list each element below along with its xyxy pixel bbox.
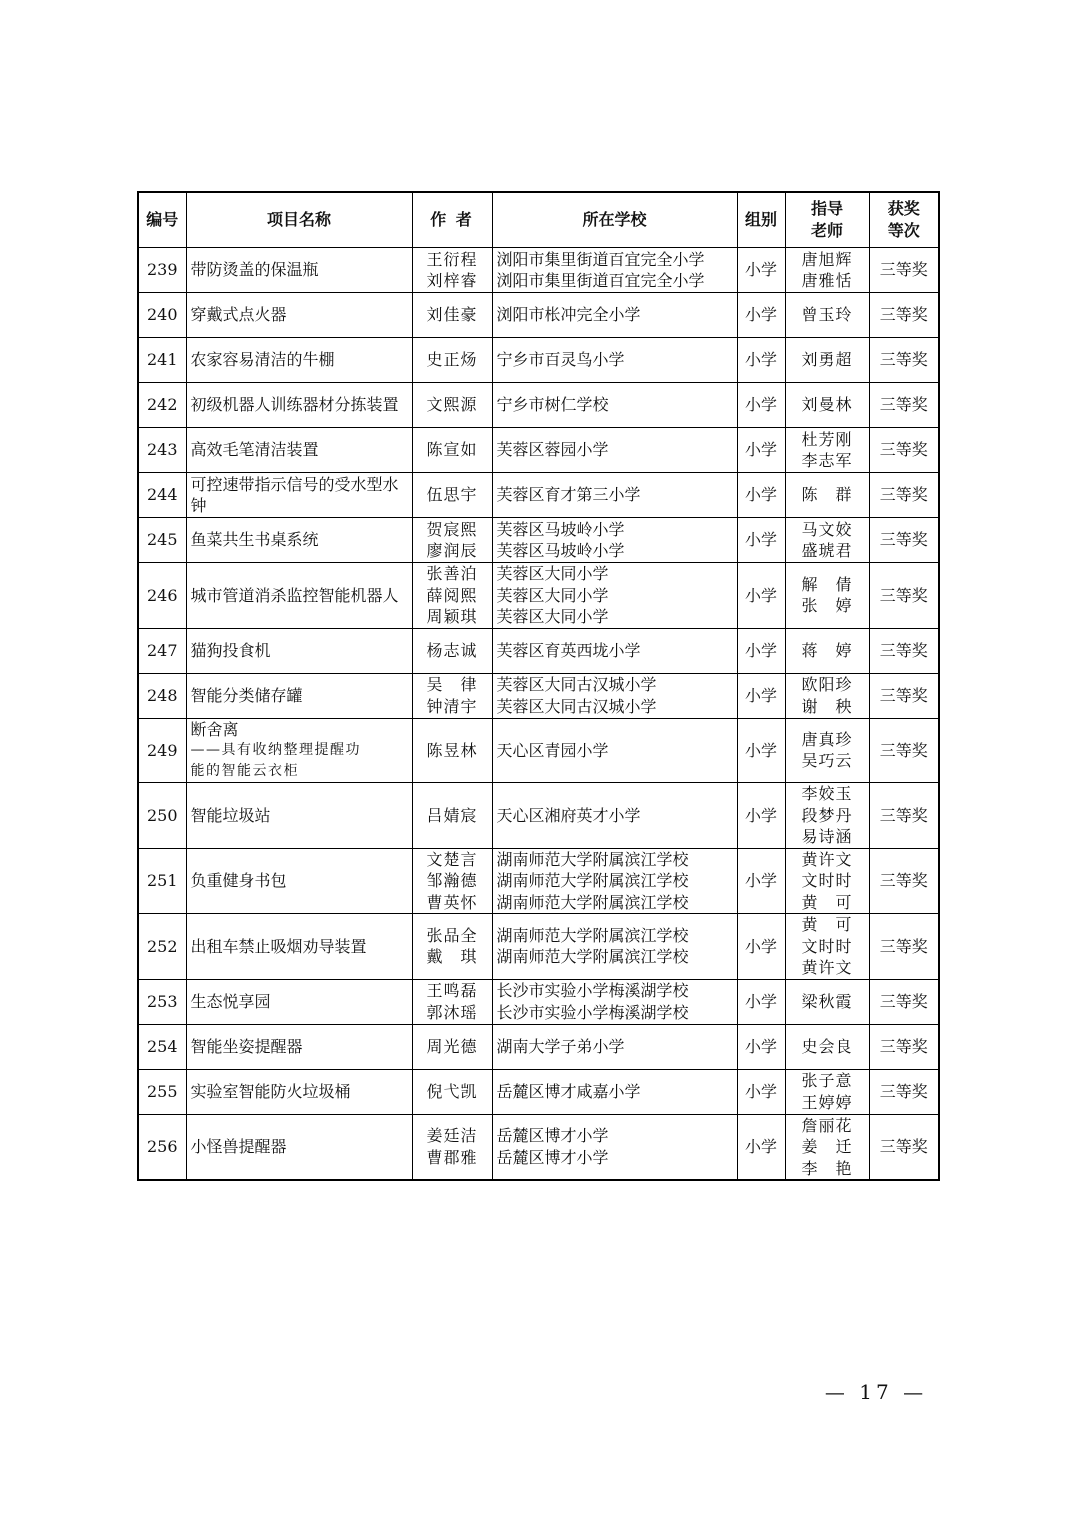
row-title-line: 生态悦享园 (190, 991, 271, 1011)
header-teacher (785, 192, 869, 248)
row-id: 243 (138, 428, 186, 473)
row-teachers-line: 李姣玉 (801, 784, 853, 803)
row-title (186, 248, 412, 293)
row-schools-line: 湖南大学子弟小学 (496, 1036, 625, 1056)
row-authors-line: 王衍程 (426, 249, 478, 269)
row-id: 247 (138, 628, 186, 673)
row-schools-line: 岳麓区博才小学 (496, 1126, 609, 1146)
row-teachers (785, 1024, 869, 1069)
row-schools-line: 浏阳市集里街道百宜完全小学 (496, 271, 705, 290)
row-schools (492, 914, 737, 980)
row-award: 三等奖 (869, 1069, 939, 1114)
row-title-line: 智能分类储存罐 (190, 685, 303, 705)
row-title (186, 783, 412, 849)
row-award: 三等奖 (869, 979, 939, 1024)
row-schools (492, 293, 737, 338)
row-teachers (785, 979, 869, 1024)
row-title-line: 可控速带指示信号的受水型水钟 (190, 474, 399, 515)
row-teachers-line: 蒋 婷 (801, 640, 853, 660)
row-schools-line: 湖南师范大学附属滨江学校 (496, 947, 689, 967)
row-title (186, 914, 412, 980)
row-teachers-line: 黄许文 (801, 958, 853, 977)
row-group: 小学 (737, 628, 785, 673)
row-title (186, 293, 412, 338)
row-group: 小学 (737, 914, 785, 980)
row-authors (412, 518, 492, 563)
row-teachers-line: 黄 可 (801, 915, 853, 934)
row-schools-line: 芙蓉区育才第三小学 (496, 485, 641, 505)
table-row (138, 848, 939, 914)
row-group: 小学 (737, 293, 785, 338)
header-award (869, 192, 939, 248)
row-schools-line: 浏阳市枨冲完全小学 (496, 305, 641, 325)
row-award: 三等奖 (869, 338, 939, 383)
row-schools-line: 长沙市实验小学梅溪湖学校 (496, 981, 689, 1000)
row-teachers (785, 563, 869, 629)
header-title: 项目名称 (186, 192, 412, 248)
row-authors-line: 张善泊 (426, 564, 478, 583)
row-schools (492, 248, 737, 293)
row-authors (412, 673, 492, 718)
row-schools (492, 628, 737, 673)
row-id: 256 (138, 1114, 186, 1180)
row-award: 三等奖 (869, 518, 939, 563)
row-award: 三等奖 (869, 628, 939, 673)
row-teachers-line: 张 婷 (801, 596, 853, 616)
row-teachers-line: 马文姣 (801, 519, 853, 539)
row-teachers-line: 曾玉玲 (801, 305, 853, 325)
row-teachers (785, 1114, 869, 1180)
row-authors-line: 周光德 (426, 1036, 478, 1056)
row-id: 253 (138, 979, 186, 1024)
row-authors-line: 邹瀚德 (426, 871, 478, 890)
row-teachers-line: 解 倩 (801, 574, 853, 594)
row-id: 244 (138, 473, 186, 518)
row-id: 246 (138, 563, 186, 629)
row-title-line: 穿戴式点火器 (190, 305, 287, 325)
row-id: 250 (138, 783, 186, 849)
row-id: 255 (138, 1069, 186, 1114)
row-authors (412, 563, 492, 629)
row-authors-line: 张品全 (426, 925, 478, 945)
row-teachers-line: 谢 秧 (801, 696, 853, 716)
row-award: 三等奖 (869, 293, 939, 338)
table-row (138, 914, 939, 980)
table-row (138, 338, 939, 383)
row-title (186, 518, 412, 563)
row-teachers (785, 673, 869, 718)
row-title-line: 高效毛笔清洁装置 (190, 440, 319, 460)
row-subtitle-line: ——具有收纳整理提醒功 (190, 742, 361, 758)
row-teachers (785, 628, 869, 673)
row-id: 242 (138, 383, 186, 428)
row-schools-line: 长沙市实验小学梅溪湖学校 (496, 1002, 689, 1022)
row-title (186, 848, 412, 914)
row-authors-line: 陈宣如 (426, 440, 478, 460)
table-row (138, 293, 939, 338)
row-authors-line: 曹英怀 (426, 892, 478, 912)
row-authors (412, 1024, 492, 1069)
row-id: 239 (138, 248, 186, 293)
row-group: 小学 (737, 338, 785, 383)
row-schools-line: 天心区湘府英才小学 (496, 805, 641, 825)
row-teachers (785, 473, 869, 518)
row-award: 三等奖 (869, 428, 939, 473)
row-id: 248 (138, 673, 186, 718)
row-schools-line: 芙蓉区大同小学 (496, 607, 609, 626)
row-schools (492, 1069, 737, 1114)
row-schools-line: 芙蓉区大同小学 (496, 585, 609, 605)
row-teachers-line: 唐真珍 (801, 729, 853, 749)
row-id: 252 (138, 914, 186, 980)
table-row (138, 428, 939, 473)
row-schools-line: 芙蓉区马坡岭小学 (496, 541, 625, 560)
row-teachers-line: 梁秋霞 (801, 991, 853, 1011)
row-authors (412, 338, 492, 383)
row-teachers-line: 段梦丹 (801, 805, 853, 825)
row-authors-line: 吴 律 (426, 675, 478, 694)
row-schools-line: 湖南师范大学附属滨江学校 (496, 871, 689, 890)
row-title (186, 628, 412, 673)
header-award-line: 等次 (887, 221, 920, 240)
row-schools (492, 518, 737, 563)
header-teacher-line: 指导 (810, 199, 843, 218)
award-table (137, 191, 940, 1181)
table-body (138, 248, 939, 1181)
row-schools (492, 338, 737, 383)
row-teachers-line: 文时时 (801, 936, 853, 956)
row-authors (412, 628, 492, 673)
row-schools-line: 宁乡市树仁学校 (496, 395, 609, 415)
row-title-line: 智能垃圾站 (190, 805, 271, 825)
row-schools-line: 湖南师范大学附属滨江学校 (496, 892, 689, 912)
row-teachers (785, 1069, 869, 1114)
row-schools (492, 383, 737, 428)
row-teachers (785, 848, 869, 914)
table-row (138, 563, 939, 629)
table-row (138, 518, 939, 563)
row-group: 小学 (737, 473, 785, 518)
row-schools-line: 芙蓉区大同古汉城小学 (496, 675, 657, 694)
row-schools-line: 宁乡市百灵鸟小学 (496, 350, 625, 370)
row-authors (412, 248, 492, 293)
table-row (138, 248, 939, 293)
row-group: 小学 (737, 383, 785, 428)
table-row (138, 673, 939, 718)
row-teachers (785, 718, 869, 783)
row-teachers-line: 黄 可 (801, 892, 853, 912)
row-title (186, 673, 412, 718)
row-title-line: 鱼菜共生书桌系统 (190, 530, 319, 550)
row-authors-line: 钟清宇 (426, 696, 478, 716)
table-row (138, 628, 939, 673)
row-schools (492, 1024, 737, 1069)
row-schools (492, 563, 737, 629)
row-authors (412, 979, 492, 1024)
row-schools-line: 湖南师范大学附属滨江学校 (496, 925, 689, 945)
row-award: 三等奖 (869, 1024, 939, 1069)
row-teachers-line: 唐旭辉 (801, 249, 853, 269)
row-authors-line: 倪弋凯 (426, 1081, 478, 1101)
row-title-line: 实验室智能防火垃圾桶 (190, 1081, 351, 1101)
row-title (186, 428, 412, 473)
row-teachers-line: 欧阳珍 (801, 675, 853, 694)
table-row (138, 783, 939, 849)
row-teachers-line: 詹丽花 (801, 1115, 853, 1135)
row-award: 三等奖 (869, 783, 939, 849)
header-teacher-line: 老师 (810, 221, 843, 240)
row-title-line: 初级机器人训练器材分拣装置 (190, 395, 399, 415)
row-teachers-line: 唐雅恬 (801, 271, 853, 290)
row-award: 三等奖 (869, 563, 939, 629)
row-group: 小学 (737, 979, 785, 1024)
row-title-line: 负重健身书包 (190, 871, 287, 890)
row-teachers-line: 史会良 (801, 1036, 853, 1056)
row-award: 三等奖 (869, 473, 939, 518)
row-authors-line: 杨志诚 (426, 640, 478, 660)
header-row (138, 192, 939, 248)
row-award: 三等奖 (869, 383, 939, 428)
row-authors (412, 383, 492, 428)
row-group: 小学 (737, 673, 785, 718)
row-authors-line: 郭沐瑶 (426, 1002, 478, 1022)
row-teachers (785, 428, 869, 473)
row-id: 251 (138, 848, 186, 914)
row-title-line: 小怪兽提醒器 (190, 1137, 287, 1156)
row-title (186, 473, 412, 518)
page-number: — 17 — (824, 1380, 928, 1404)
row-schools (492, 718, 737, 783)
row-id: 240 (138, 293, 186, 338)
row-authors-line: 戴 琪 (426, 947, 478, 967)
row-schools-line: 芙蓉区大同小学 (496, 564, 609, 583)
table-row (138, 1069, 939, 1114)
row-authors-line: 文熙源 (426, 395, 478, 415)
header-school: 所在学校 (492, 192, 737, 248)
row-authors (412, 914, 492, 980)
row-subtitle-line: 能的智能云衣柜 (190, 763, 299, 779)
row-teachers (785, 293, 869, 338)
row-teachers-line: 李志军 (801, 451, 853, 470)
row-title-line: 城市管道消杀监控智能机器人 (190, 585, 399, 605)
row-title-line: 出租车禁止吸烟劝导装置 (190, 936, 367, 956)
row-group: 小学 (737, 428, 785, 473)
row-id: 245 (138, 518, 186, 563)
header-author: 作 者 (412, 192, 492, 248)
row-teachers-line: 杜芳刚 (801, 429, 853, 449)
row-authors-line: 贺宸熙 (426, 519, 478, 539)
row-group: 小学 (737, 248, 785, 293)
row-schools-line: 芙蓉区马坡岭小学 (496, 519, 625, 539)
row-authors (412, 473, 492, 518)
row-teachers-line: 刘曼林 (801, 395, 853, 415)
row-id: 241 (138, 338, 186, 383)
row-title-line: 猫狗投食机 (190, 640, 271, 660)
row-schools (492, 1114, 737, 1180)
row-title (186, 338, 412, 383)
row-authors-line: 姜廷洁 (426, 1126, 478, 1146)
table-row (138, 383, 939, 428)
header-group: 组别 (737, 192, 785, 248)
row-title (186, 1024, 412, 1069)
row-authors-line: 曹郡雅 (426, 1147, 478, 1167)
row-title (186, 979, 412, 1024)
row-award: 三等奖 (869, 914, 939, 980)
row-teachers (785, 783, 869, 849)
row-title (186, 1114, 412, 1180)
row-title (186, 383, 412, 428)
row-schools-line: 岳麓区博才小学 (496, 1147, 609, 1167)
row-authors-line: 周颖琪 (426, 607, 478, 626)
row-id: 254 (138, 1024, 186, 1069)
row-schools (492, 473, 737, 518)
row-title-line: 农家容易清洁的牛棚 (190, 350, 335, 370)
row-teachers-line: 文时时 (801, 871, 853, 890)
row-schools (492, 979, 737, 1024)
row-schools-line: 浏阳市集里街道百宜完全小学 (496, 249, 705, 269)
row-authors-line: 刘佳豪 (426, 305, 478, 325)
row-authors (412, 783, 492, 849)
row-teachers (785, 248, 869, 293)
row-teachers-line: 吴巧云 (801, 751, 853, 771)
row-authors (412, 428, 492, 473)
row-group: 小学 (737, 718, 785, 783)
row-schools-line: 天心区青园小学 (496, 740, 609, 760)
row-authors-line: 伍思宇 (426, 485, 478, 505)
row-award: 三等奖 (869, 248, 939, 293)
table-row (138, 1114, 939, 1180)
row-title (186, 718, 412, 783)
row-award: 三等奖 (869, 718, 939, 783)
row-authors-line: 廖润辰 (426, 541, 478, 560)
table-row (138, 1024, 939, 1069)
row-authors-line: 薛阅熙 (426, 585, 478, 605)
row-title (186, 563, 412, 629)
row-group: 小学 (737, 848, 785, 914)
row-schools (492, 428, 737, 473)
row-group: 小学 (737, 1024, 785, 1069)
row-id: 249 (138, 718, 186, 783)
row-schools-line: 芙蓉区大同古汉城小学 (496, 696, 657, 716)
header-id: 编号 (138, 192, 186, 248)
row-schools (492, 673, 737, 718)
row-award: 三等奖 (869, 848, 939, 914)
row-schools-line: 湖南师范大学附属滨江学校 (496, 849, 689, 869)
row-schools-line: 芙蓉区蓉园小学 (496, 440, 609, 460)
row-teachers (785, 338, 869, 383)
row-authors (412, 848, 492, 914)
row-teachers-line: 陈 群 (801, 485, 853, 505)
row-teachers-line: 盛琥君 (801, 541, 853, 560)
row-authors-line: 文楚言 (426, 849, 478, 869)
row-teachers-line: 王婷婷 (801, 1092, 853, 1112)
row-schools-line: 岳麓区博才咸嘉小学 (496, 1081, 641, 1101)
row-group: 小学 (737, 783, 785, 849)
row-schools (492, 783, 737, 849)
row-award: 三等奖 (869, 673, 939, 718)
row-title (186, 1069, 412, 1114)
row-authors (412, 293, 492, 338)
row-schools (492, 848, 737, 914)
row-title-line: 智能坐姿提醒器 (190, 1036, 303, 1056)
row-teachers-line: 易诗涵 (801, 827, 853, 846)
row-authors (412, 718, 492, 783)
row-authors-line: 刘梓睿 (426, 271, 478, 290)
row-group: 小学 (737, 1114, 785, 1180)
row-award: 三等奖 (869, 1114, 939, 1180)
row-authors-line: 王鸣磊 (426, 981, 478, 1000)
row-authors (412, 1069, 492, 1114)
row-schools-line: 芙蓉区育英西垅小学 (496, 640, 641, 660)
row-teachers-line: 黄许文 (801, 849, 853, 869)
row-teachers-line: 姜 迁 (801, 1137, 853, 1156)
row-teachers-line: 李 艳 (801, 1158, 853, 1178)
row-teachers-line: 刘勇超 (801, 350, 853, 370)
row-teachers-line: 张子意 (801, 1071, 853, 1090)
row-authors-line: 史正炀 (426, 350, 478, 370)
header-award-line: 获奖 (887, 199, 920, 218)
table-row (138, 979, 939, 1024)
row-group: 小学 (737, 1069, 785, 1114)
row-title-line: 带防烫盖的保温瓶 (190, 260, 319, 280)
table-row (138, 473, 939, 518)
row-group: 小学 (737, 518, 785, 563)
table-row (138, 718, 939, 783)
row-title-line: 断舍离 (190, 719, 239, 739)
row-group: 小学 (737, 563, 785, 629)
row-teachers (785, 914, 869, 980)
row-authors-line: 陈昱林 (426, 740, 478, 760)
row-authors-line: 吕婧宸 (426, 805, 478, 825)
row-teachers (785, 518, 869, 563)
row-authors (412, 1114, 492, 1180)
row-teachers (785, 383, 869, 428)
